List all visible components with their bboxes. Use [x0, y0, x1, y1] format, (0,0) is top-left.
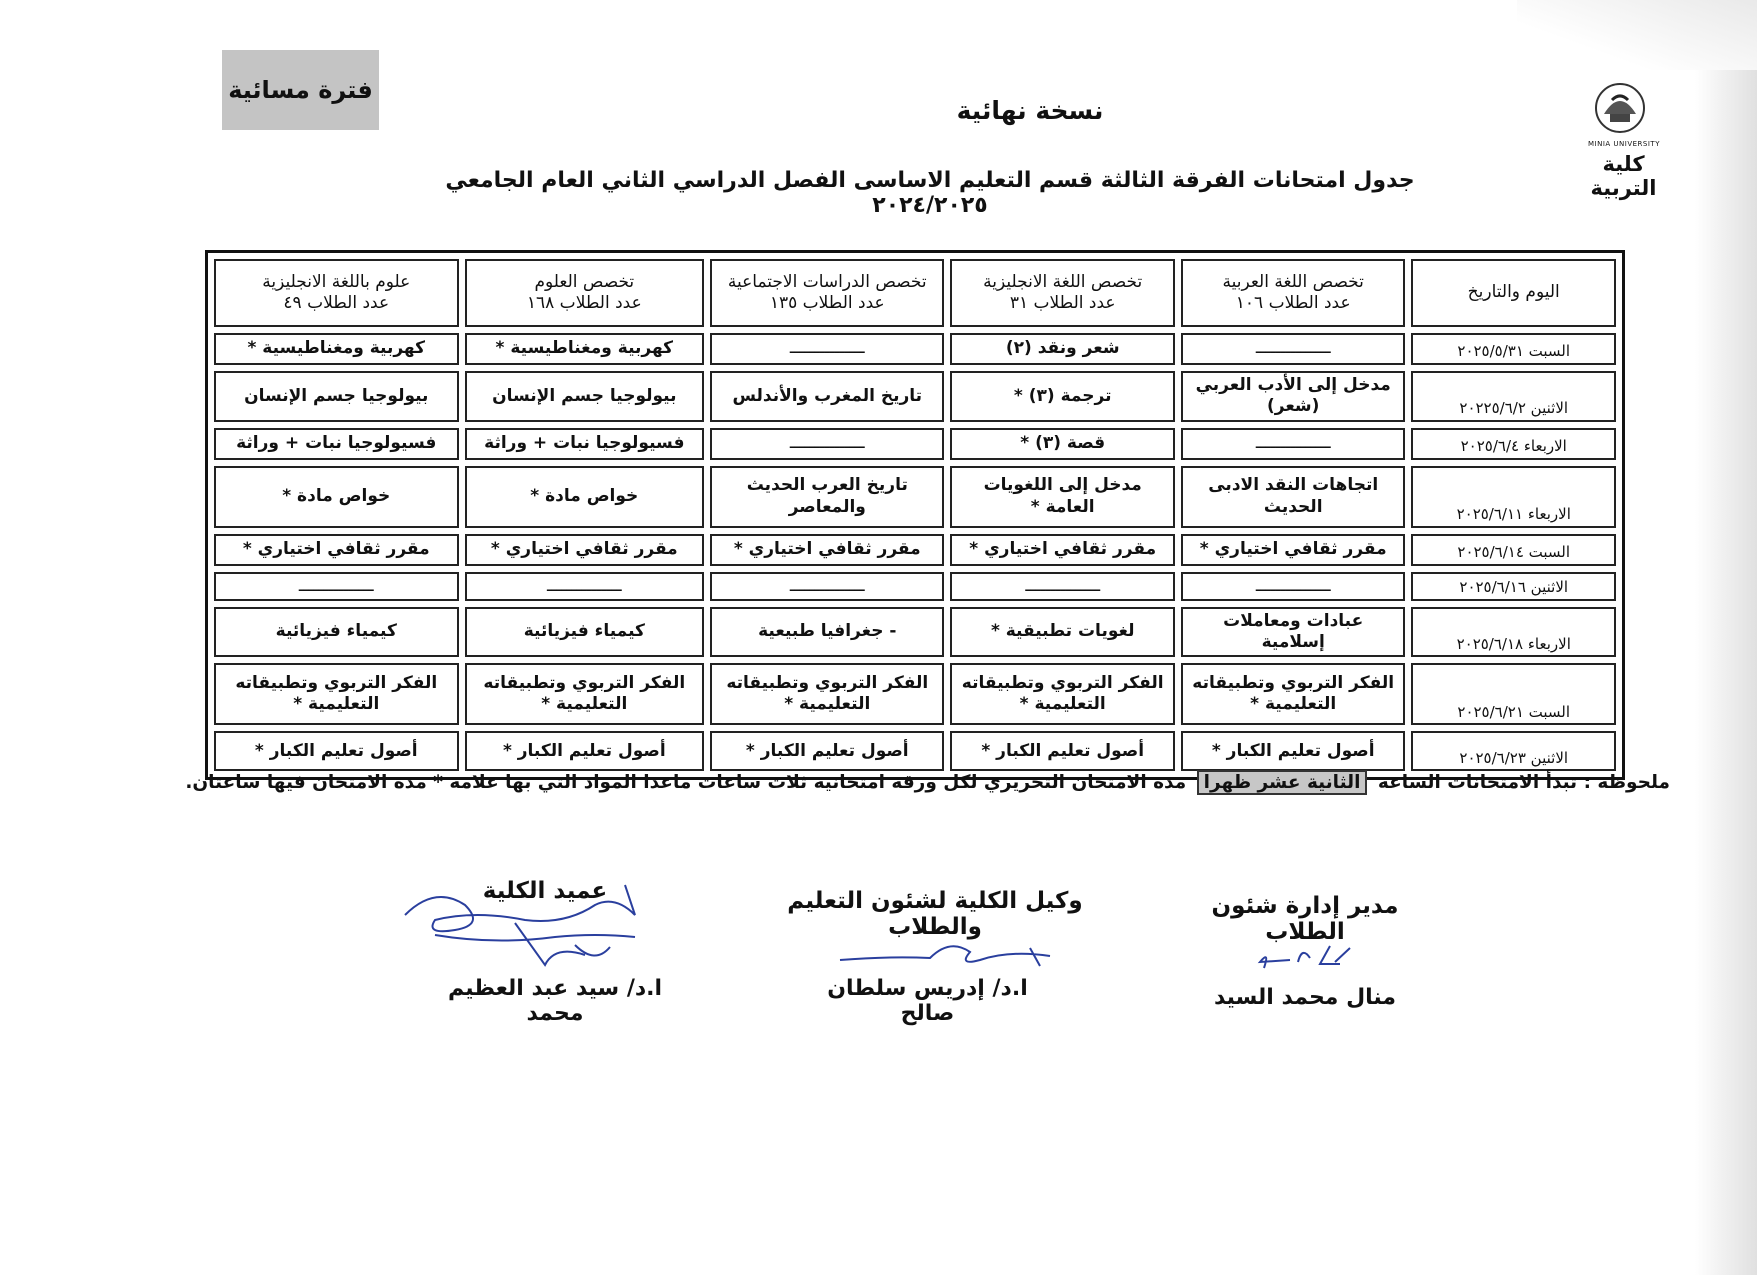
exam-cell: بيولوجيا جسم الإنسان [214, 371, 459, 422]
exam-cell: مقرر ثقافي اختياري * [950, 534, 1175, 566]
date-cell: الاثنين ٢٠٢٢٥/٦/٢ [1411, 371, 1616, 422]
table-row [214, 663, 1616, 725]
exam-cell: ـــــــــــــــ [710, 333, 944, 365]
student-count: عدد الطلاب ٣١ [1009, 293, 1116, 313]
university-logo-icon [1590, 80, 1650, 140]
date-cell: السبت ٢٠٢٥/٥/٣١ [1411, 333, 1616, 365]
exam-cell: فسيولوجيا نبات + وراثة [465, 428, 705, 460]
exam-cell: أصول تعليم الكبار * [214, 731, 459, 771]
signature-title: عميد الكلية [482, 878, 608, 904]
exam-cell: عبادات ومعاملات إسلامية [1181, 607, 1406, 658]
handwritten-signature-icon [395, 875, 675, 970]
period-label: فترة مسائية [222, 50, 379, 130]
exam-cell: مدخل إلى الأدب العربي (شعر) [1181, 371, 1406, 422]
exam-cell: ترجمة (٣) * [950, 371, 1175, 422]
column-header [1181, 259, 1406, 327]
exam-cell: ـــــــــــــــ [214, 572, 459, 601]
signature-name: ا.د/ سيد عبد العظيم محمد [447, 976, 663, 1026]
date-cell: الاثنين ٢٠٢٥/٦/٢٣ [1411, 731, 1616, 771]
student-count: عدد الطلاب ٤٩ [283, 293, 390, 313]
column-header [1411, 259, 1616, 327]
college-name: كلية التربية [1590, 152, 1657, 200]
exam-cell: تاريخ العرب الحديث والمعاصر [710, 466, 944, 528]
table-row [214, 607, 1616, 658]
exam-note [185, 770, 1670, 795]
date-cell: الاربعاء ٢٠٢٥/٦/١٨ [1411, 607, 1616, 658]
table-row [214, 572, 1616, 601]
exam-cell: مقرر ثقافي اختياري * [465, 534, 705, 566]
scan-edge [1695, 0, 1757, 1275]
column-header [950, 259, 1175, 327]
exam-cell: ـــــــــــــــ [465, 572, 705, 601]
date-cell: الاربعاء ٢٠٢٥/٦/٤ [1411, 428, 1616, 460]
exam-cell: كيمياء فيزيائية [214, 607, 459, 658]
exam-cell: - جغرافيا طبيعية [710, 607, 944, 658]
exam-cell: خواص مادة * [214, 466, 459, 528]
scan-corner [1517, 0, 1757, 70]
exam-cell: الفكر التربوي وتطبيقاته التعليمية * [950, 663, 1175, 725]
table-row [214, 534, 1616, 566]
exam-cell: خواص مادة * [465, 466, 705, 528]
exam-cell: مدخل إلى اللغويات العامة * [950, 466, 1175, 528]
column-title: تخصص العلوم [534, 271, 635, 292]
page-title: جدول امتحانات الفرقة الثالثة قسم التعليم الاساسى الفصل الدراسي الثاني العام الجامعي ٢٠٢٤/٢٠٢٥ [445, 168, 1415, 218]
column-header [465, 259, 705, 327]
student-count: عدد الطلاب ١٦٨ [526, 293, 642, 313]
exam-cell: كيمياء فيزيائية [465, 607, 705, 658]
exam-cell: ـــــــــــــــ [1181, 428, 1406, 460]
exam-cell: تاريخ المغرب والأندلس [710, 371, 944, 422]
exam-cell: ـــــــــــــــ [710, 572, 944, 601]
column-title: تخصص اللغة الانجليزية [983, 271, 1143, 292]
exam-cell: ـــــــــــــــ [1181, 572, 1406, 601]
column-title: علوم باللغة الانجليزية [262, 271, 411, 292]
exam-cell: أصول تعليم الكبار * [710, 731, 944, 771]
exam-cell: فسيولوجيا نبات + وراثة [214, 428, 459, 460]
signature-name: ا.د/ إدريس سلطان صالح [827, 976, 1028, 1026]
exam-cell: أصول تعليم الكبار * [1181, 731, 1406, 771]
exam-cell: ـــــــــــــــ [1181, 333, 1406, 365]
exam-cell: كهربية ومغناطيسية * [465, 333, 705, 365]
column-header [710, 259, 944, 327]
column-title: تخصص الدراسات الاجتماعية [727, 271, 927, 292]
exam-cell: بيولوجيا جسم الإنسان [465, 371, 705, 422]
exam-cell: أصول تعليم الكبار * [950, 731, 1175, 771]
signature-name: منال محمد السيد [1213, 985, 1397, 1010]
date-cell: السبت ٢٠٢٥/٦/٢١ [1411, 663, 1616, 725]
student-count: عدد الطلاب ١٠٦ [1235, 293, 1351, 313]
student-count: عدد الطلاب ١٣٥ [769, 293, 885, 313]
exam-cell: ـــــــــــــــ [950, 572, 1175, 601]
exam-cell: الفكر التربوي وتطبيقاته التعليمية * [710, 663, 944, 725]
exam-cell: لغويات تطبيقية * [950, 607, 1175, 658]
table-row [214, 731, 1616, 771]
table-row [214, 333, 1616, 365]
table-row [214, 371, 1616, 422]
column-title: تخصص اللغة العربية [1222, 271, 1364, 292]
exam-cell: مقرر ثقافي اختياري * [710, 534, 944, 566]
table-header-row [214, 259, 1616, 327]
exam-cell: اتجاهات النقد الادبى الحديث [1181, 466, 1406, 528]
final-copy-label: نسخة نهائية [956, 96, 1104, 125]
signature-title: مدير إدارة شئون الطلاب [1211, 893, 1399, 945]
date-cell: الاثنين ٢٠٢٥/٦/١٦ [1411, 572, 1616, 601]
column-header [214, 259, 459, 327]
date-cell: السبت ٢٠٢٥/٦/١٤ [1411, 534, 1616, 566]
column-title: اليوم والتاريخ [1467, 282, 1560, 303]
exam-cell: مقرر ثقافي اختياري * [214, 534, 459, 566]
handwritten-signature-icon [1250, 938, 1360, 978]
signature-title: وكيل الكلية لشئون التعليم والطلاب [787, 888, 1083, 940]
logo-caption: MINIA UNIVERSITY [1588, 140, 1660, 148]
exam-schedule-table [205, 250, 1625, 780]
exam-cell: كهربية ومغناطيسية * [214, 333, 459, 365]
exam-cell: الفكر التربوي وتطبيقاته التعليمية * [465, 663, 705, 725]
exam-cell: ـــــــــــــــ [710, 428, 944, 460]
handwritten-signature-icon [830, 930, 1060, 980]
exam-cell: مقرر ثقافي اختياري * [1181, 534, 1406, 566]
date-cell: الاربعاء ٢٠٢٥/٦/١١ [1411, 466, 1616, 528]
exam-cell: الفكر التربوي وتطبيقاته التعليمية * [1181, 663, 1406, 725]
exam-cell: شعر ونقد (٢) [950, 333, 1175, 365]
exam-cell: قصة (٣) * [950, 428, 1175, 460]
table-row [214, 466, 1616, 528]
note-end: مدة الامتحان التحريري لكل ورقة امتحانيه ثلاث ساعات ماعدا المواد التي بها علامة * مدة الامتحان فيها ساعتان. [185, 772, 1187, 793]
note-start: ملحوظة : تبدأ الامتحانات الساعة [1377, 772, 1670, 793]
start-time-highlight: الثانية عشر ظهرا [1197, 770, 1368, 795]
exam-cell: أصول تعليم الكبار * [465, 731, 705, 771]
exam-cell: الفكر التربوي وتطبيقاته التعليمية * [214, 663, 459, 725]
table-row [214, 428, 1616, 460]
